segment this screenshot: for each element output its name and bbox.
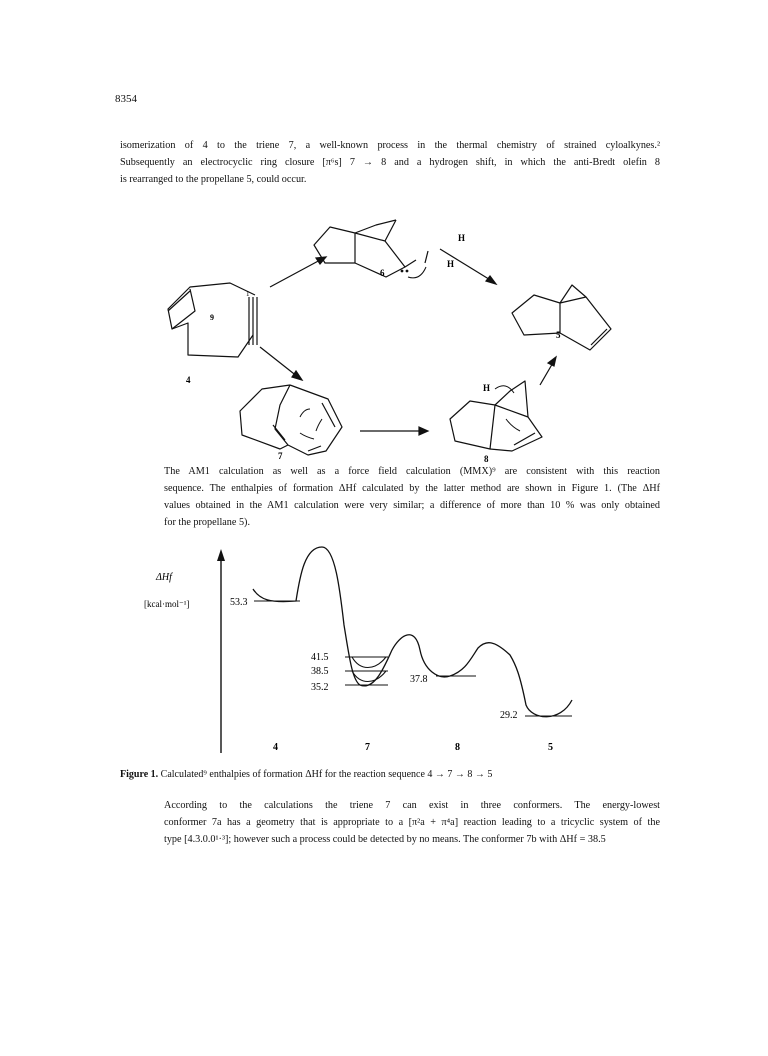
- energy-level-values: [230, 597, 518, 721]
- y-axis-unit: [kcal·mol⁻¹]: [144, 599, 190, 609]
- compound-label-7: 7: [278, 451, 283, 461]
- species-labels: [273, 742, 553, 753]
- y-axis-label: ΔHf: [156, 572, 172, 583]
- position-label: 1: [246, 290, 250, 298]
- compound-label-4: 4: [186, 375, 191, 385]
- carbene-dots: [401, 270, 409, 273]
- compound-5-structure: [512, 285, 611, 350]
- species-label: 5: [548, 742, 553, 753]
- compound-8-structure: [450, 381, 542, 451]
- text-line: is rearranged to the propellane 5, could occur.: [120, 174, 307, 185]
- species-label: 8: [455, 742, 460, 753]
- text-line: Subsequently an electrocyclic ring closure [π⁶s] 7 → 8 and a hydrogen shift, in which the anti-Bredt olefin 8: [120, 157, 660, 168]
- compound-7-structure: [240, 385, 342, 455]
- page-number: 8354: [115, 93, 137, 105]
- position-label: 9: [210, 313, 214, 322]
- caption-text: Calculated⁹ enthalpies of formation ΔHf for the reaction sequence 4 → 7 → 8 → 5: [160, 769, 493, 780]
- level-value: 29.2: [500, 710, 518, 721]
- level-value: 41.5: [311, 652, 329, 663]
- text-line: values obtained in the AM1 calculation were very similar; a difference of more than 10 % was only obtained: [164, 500, 660, 511]
- text-line: conformer 7a has a geometry that is appropriate to a [π²a + π⁴a] reaction leading to a tricyclic system of the: [164, 817, 660, 828]
- text-line: isomerization of 4 to the triene 7, a well-known process in the thermal chemistry of strained cyloalkynes.²: [120, 140, 660, 151]
- reaction-arrows: [260, 249, 556, 435]
- intro-paragraph: [120, 137, 660, 188]
- text-line: The AM1 calculation as well as a force field calculation (MMX)⁹ are consistent with this reaction: [164, 466, 660, 477]
- text-line: for the propellane 5).: [164, 517, 250, 528]
- species-label: 4: [273, 742, 278, 753]
- energy-diagram: [120, 545, 590, 760]
- y-axis-arrowhead: [217, 549, 225, 561]
- energy-profile-curve: [253, 547, 572, 717]
- figure-caption: [120, 769, 492, 780]
- compound-label-5: 5: [556, 330, 561, 340]
- compound-6-structure: [314, 220, 428, 277]
- final-paragraph: [120, 797, 660, 848]
- compound-label-6: 6: [380, 268, 385, 278]
- level-value: 37.8: [410, 674, 428, 685]
- atom-label-h: H: [483, 383, 491, 393]
- reaction-scheme: [150, 205, 640, 465]
- level-value: 38.5: [311, 666, 329, 677]
- level-value: 53.3: [230, 597, 248, 608]
- compound-label-8: 8: [484, 454, 489, 464]
- atom-label-h: H: [447, 259, 455, 269]
- results-paragraph: [120, 463, 660, 531]
- caption-label: Figure 1.: [120, 769, 159, 780]
- conformer-well: [352, 657, 386, 668]
- curved-arrows: [300, 267, 520, 439]
- atom-label-h: H: [458, 233, 466, 243]
- text-line: type [4.3.0.0¹·³]; however such a process could be detected by no means. The conformer 7b with ΔHf = 38.5: [164, 834, 606, 845]
- text-line: sequence. The enthalpies of formation ΔHf calculated by the latter method are shown in Figure 1. (The ΔHf: [164, 483, 660, 494]
- level-value: 35.2: [311, 682, 329, 693]
- text-line: According to the calculations the triene 7 can exist in three conformers. The energy-lowest: [164, 800, 660, 811]
- species-label: 7: [365, 742, 370, 753]
